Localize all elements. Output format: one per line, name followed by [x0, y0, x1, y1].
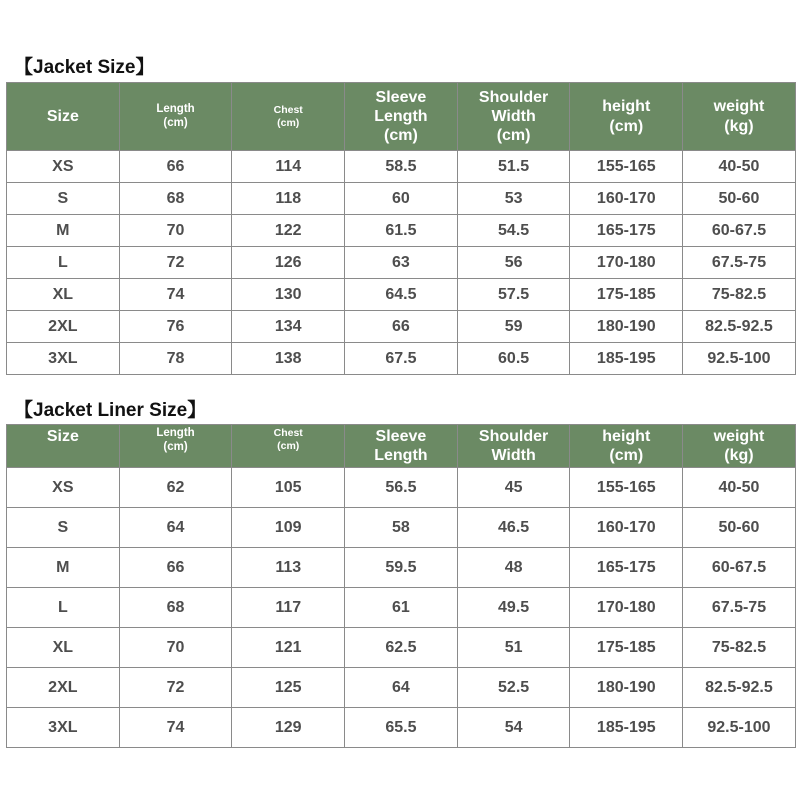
- table-cell: 180-190: [570, 668, 683, 708]
- jacket-size-table: [6, 82, 796, 375]
- table-cell: 46.5: [457, 508, 570, 548]
- column-header-text: (cm): [609, 447, 644, 465]
- column-header-text: Chest: [273, 103, 303, 116]
- table-row: [7, 247, 796, 279]
- column-header: [457, 425, 570, 468]
- table-cell: 122: [232, 215, 345, 247]
- table-cell: 49.5: [457, 588, 570, 628]
- column-header-text: height: [602, 98, 651, 116]
- table-cell: 105: [232, 468, 345, 508]
- column-header: [119, 83, 232, 151]
- column-header-text: Shoulder: [478, 88, 549, 106]
- table-cell: 170-180: [570, 247, 683, 279]
- table-cell: 121: [232, 628, 345, 668]
- table-cell: 57.5: [457, 279, 570, 311]
- table-cell: 175-185: [570, 279, 683, 311]
- table-row: [7, 343, 796, 375]
- table-cell: 52.5: [457, 668, 570, 708]
- column-header: [232, 425, 345, 468]
- column-header-text: (cm): [277, 439, 300, 452]
- table-cell: 125: [232, 668, 345, 708]
- column-header: [683, 83, 796, 151]
- table-cell: 51: [457, 628, 570, 668]
- column-header-text: (cm): [163, 440, 188, 453]
- table-cell: 66: [119, 151, 232, 183]
- table-cell: 72: [119, 247, 232, 279]
- table-cell: 160-170: [570, 183, 683, 215]
- column-header-text: Length: [156, 102, 195, 115]
- table-cell: 54: [457, 708, 570, 748]
- table-cell: 64: [119, 508, 232, 548]
- table-cell: 118: [232, 183, 345, 215]
- table-cell: 64.5: [345, 279, 458, 311]
- table-cell: 62: [119, 468, 232, 508]
- table-cell: 58: [345, 508, 458, 548]
- size-label-cell: 2XL: [7, 668, 120, 708]
- table-header-row: [7, 425, 796, 468]
- table-cell: 130: [232, 279, 345, 311]
- table-cell: 82.5-92.5: [683, 668, 796, 708]
- table-cell: 75-82.5: [683, 279, 796, 311]
- table-cell: 58.5: [345, 151, 458, 183]
- table-cell: 74: [119, 279, 232, 311]
- table-cell: 75-82.5: [683, 628, 796, 668]
- table-cell: 185-195: [570, 343, 683, 375]
- column-header-text: Width: [491, 447, 536, 465]
- column-header-text: Sleeve: [375, 88, 427, 106]
- size-label-cell: 3XL: [7, 343, 120, 375]
- table-row: [7, 548, 796, 588]
- table-cell: 129: [232, 708, 345, 748]
- size-label-cell: M: [7, 548, 120, 588]
- table-cell: 82.5-92.5: [683, 311, 796, 343]
- table-cell: 59.5: [345, 548, 458, 588]
- column-header: [345, 425, 458, 468]
- table-cell: 66: [119, 548, 232, 588]
- table-cell: 53: [457, 183, 570, 215]
- table-cell: 138: [232, 343, 345, 375]
- table-cell: 67.5-75: [683, 247, 796, 279]
- size-label-cell: XS: [7, 151, 120, 183]
- table-header-row: [7, 83, 796, 151]
- table-row: [7, 588, 796, 628]
- table-cell: 68: [119, 183, 232, 215]
- table-cell: 68: [119, 588, 232, 628]
- table-cell: 160-170: [570, 508, 683, 548]
- column-header: [457, 83, 570, 151]
- column-header: [345, 83, 458, 151]
- column-header-text: Size: [46, 428, 79, 445]
- table-row: [7, 215, 796, 247]
- jacket-size-title: 【Jacket Size】: [14, 57, 155, 78]
- table-cell: 170-180: [570, 588, 683, 628]
- column-header-text: Length: [374, 107, 428, 125]
- table-cell: 60: [345, 183, 458, 215]
- table-cell: 117: [232, 588, 345, 628]
- table-cell: 40-50: [683, 468, 796, 508]
- table-row: [7, 628, 796, 668]
- jacket-liner-size-table: [6, 424, 796, 748]
- column-header-text: (cm): [163, 116, 188, 129]
- table-cell: 78: [119, 343, 232, 375]
- column-header: [570, 83, 683, 151]
- table-cell: 56.5: [345, 468, 458, 508]
- column-header-text: (cm): [277, 116, 300, 129]
- column-header: [232, 83, 345, 151]
- table-cell: 155-165: [570, 151, 683, 183]
- table-cell: 56: [457, 247, 570, 279]
- table-cell: 180-190: [570, 311, 683, 343]
- table-cell: 60-67.5: [683, 548, 796, 588]
- size-label-cell: L: [7, 588, 120, 628]
- table-cell: 50-60: [683, 508, 796, 548]
- size-label-cell: L: [7, 247, 120, 279]
- table-cell: 67.5: [345, 343, 458, 375]
- table-cell: 114: [232, 151, 345, 183]
- table-cell: 70: [119, 215, 232, 247]
- column-header-text: (cm): [384, 127, 418, 145]
- column-header: [683, 425, 796, 468]
- size-label-cell: S: [7, 183, 120, 215]
- table-row: [7, 183, 796, 215]
- table-cell: 67.5-75: [683, 588, 796, 628]
- column-header-text: Shoulder: [478, 428, 549, 445]
- table-cell: 165-175: [570, 548, 683, 588]
- column-header: [7, 83, 120, 151]
- table-row: [7, 151, 796, 183]
- table-cell: 113: [232, 548, 345, 588]
- table-cell: 175-185: [570, 628, 683, 668]
- table-cell: 70: [119, 628, 232, 668]
- column-header-text: Size: [46, 107, 79, 125]
- column-header-text: (cm): [496, 127, 531, 145]
- column-header: [570, 425, 683, 468]
- table-cell: 48: [457, 548, 570, 588]
- column-header-text: height: [602, 428, 651, 445]
- table-cell: 65.5: [345, 708, 458, 748]
- table-cell: 126: [232, 247, 345, 279]
- table-cell: 45: [457, 468, 570, 508]
- table-row: [7, 668, 796, 708]
- table-row: [7, 468, 796, 508]
- column-header-text: (kg): [724, 447, 754, 465]
- jacket-liner-size-title: 【Jacket Liner Size】: [14, 400, 207, 421]
- table-cell: 155-165: [570, 468, 683, 508]
- column-header: [7, 425, 120, 468]
- column-header: [119, 425, 232, 468]
- table-cell: 62.5: [345, 628, 458, 668]
- table-cell: 66: [345, 311, 458, 343]
- table-cell: 63: [345, 247, 458, 279]
- size-label-cell: XL: [7, 279, 120, 311]
- table-cell: 54.5: [457, 215, 570, 247]
- table-cell: 59: [457, 311, 570, 343]
- size-label-cell: M: [7, 215, 120, 247]
- table-cell: 61: [345, 588, 458, 628]
- table-cell: 134: [232, 311, 345, 343]
- table-row: [7, 311, 796, 343]
- size-label-cell: S: [7, 508, 120, 548]
- table-cell: 51.5: [457, 151, 570, 183]
- table-cell: 76: [119, 311, 232, 343]
- table-cell: 60.5: [457, 343, 570, 375]
- column-header-text: weight: [713, 428, 765, 445]
- table-row: [7, 508, 796, 548]
- table-cell: 40-50: [683, 151, 796, 183]
- table-cell: 185-195: [570, 708, 683, 748]
- table-row: [7, 279, 796, 311]
- size-label-cell: 3XL: [7, 708, 120, 748]
- column-header-text: weight: [713, 98, 765, 116]
- column-header-text: Length: [156, 427, 195, 439]
- table-cell: 109: [232, 508, 345, 548]
- column-header-text: Sleeve: [375, 428, 427, 445]
- column-header-text: (kg): [724, 117, 754, 135]
- table-cell: 50-60: [683, 183, 796, 215]
- size-label-cell: XS: [7, 468, 120, 508]
- size-label-cell: XL: [7, 628, 120, 668]
- table-cell: 92.5-100: [683, 708, 796, 748]
- size-label-cell: 2XL: [7, 311, 120, 343]
- column-header-text: Width: [491, 107, 536, 125]
- table-cell: 64: [345, 668, 458, 708]
- table-cell: 74: [119, 708, 232, 748]
- table-cell: 165-175: [570, 215, 683, 247]
- table-cell: 72: [119, 668, 232, 708]
- table-cell: 60-67.5: [683, 215, 796, 247]
- column-header-text: (cm): [609, 117, 644, 135]
- table-cell: 92.5-100: [683, 343, 796, 375]
- table-cell: 61.5: [345, 215, 458, 247]
- column-header-text: Chest: [273, 427, 303, 439]
- column-header-text: Length: [374, 447, 428, 465]
- table-row: [7, 708, 796, 748]
